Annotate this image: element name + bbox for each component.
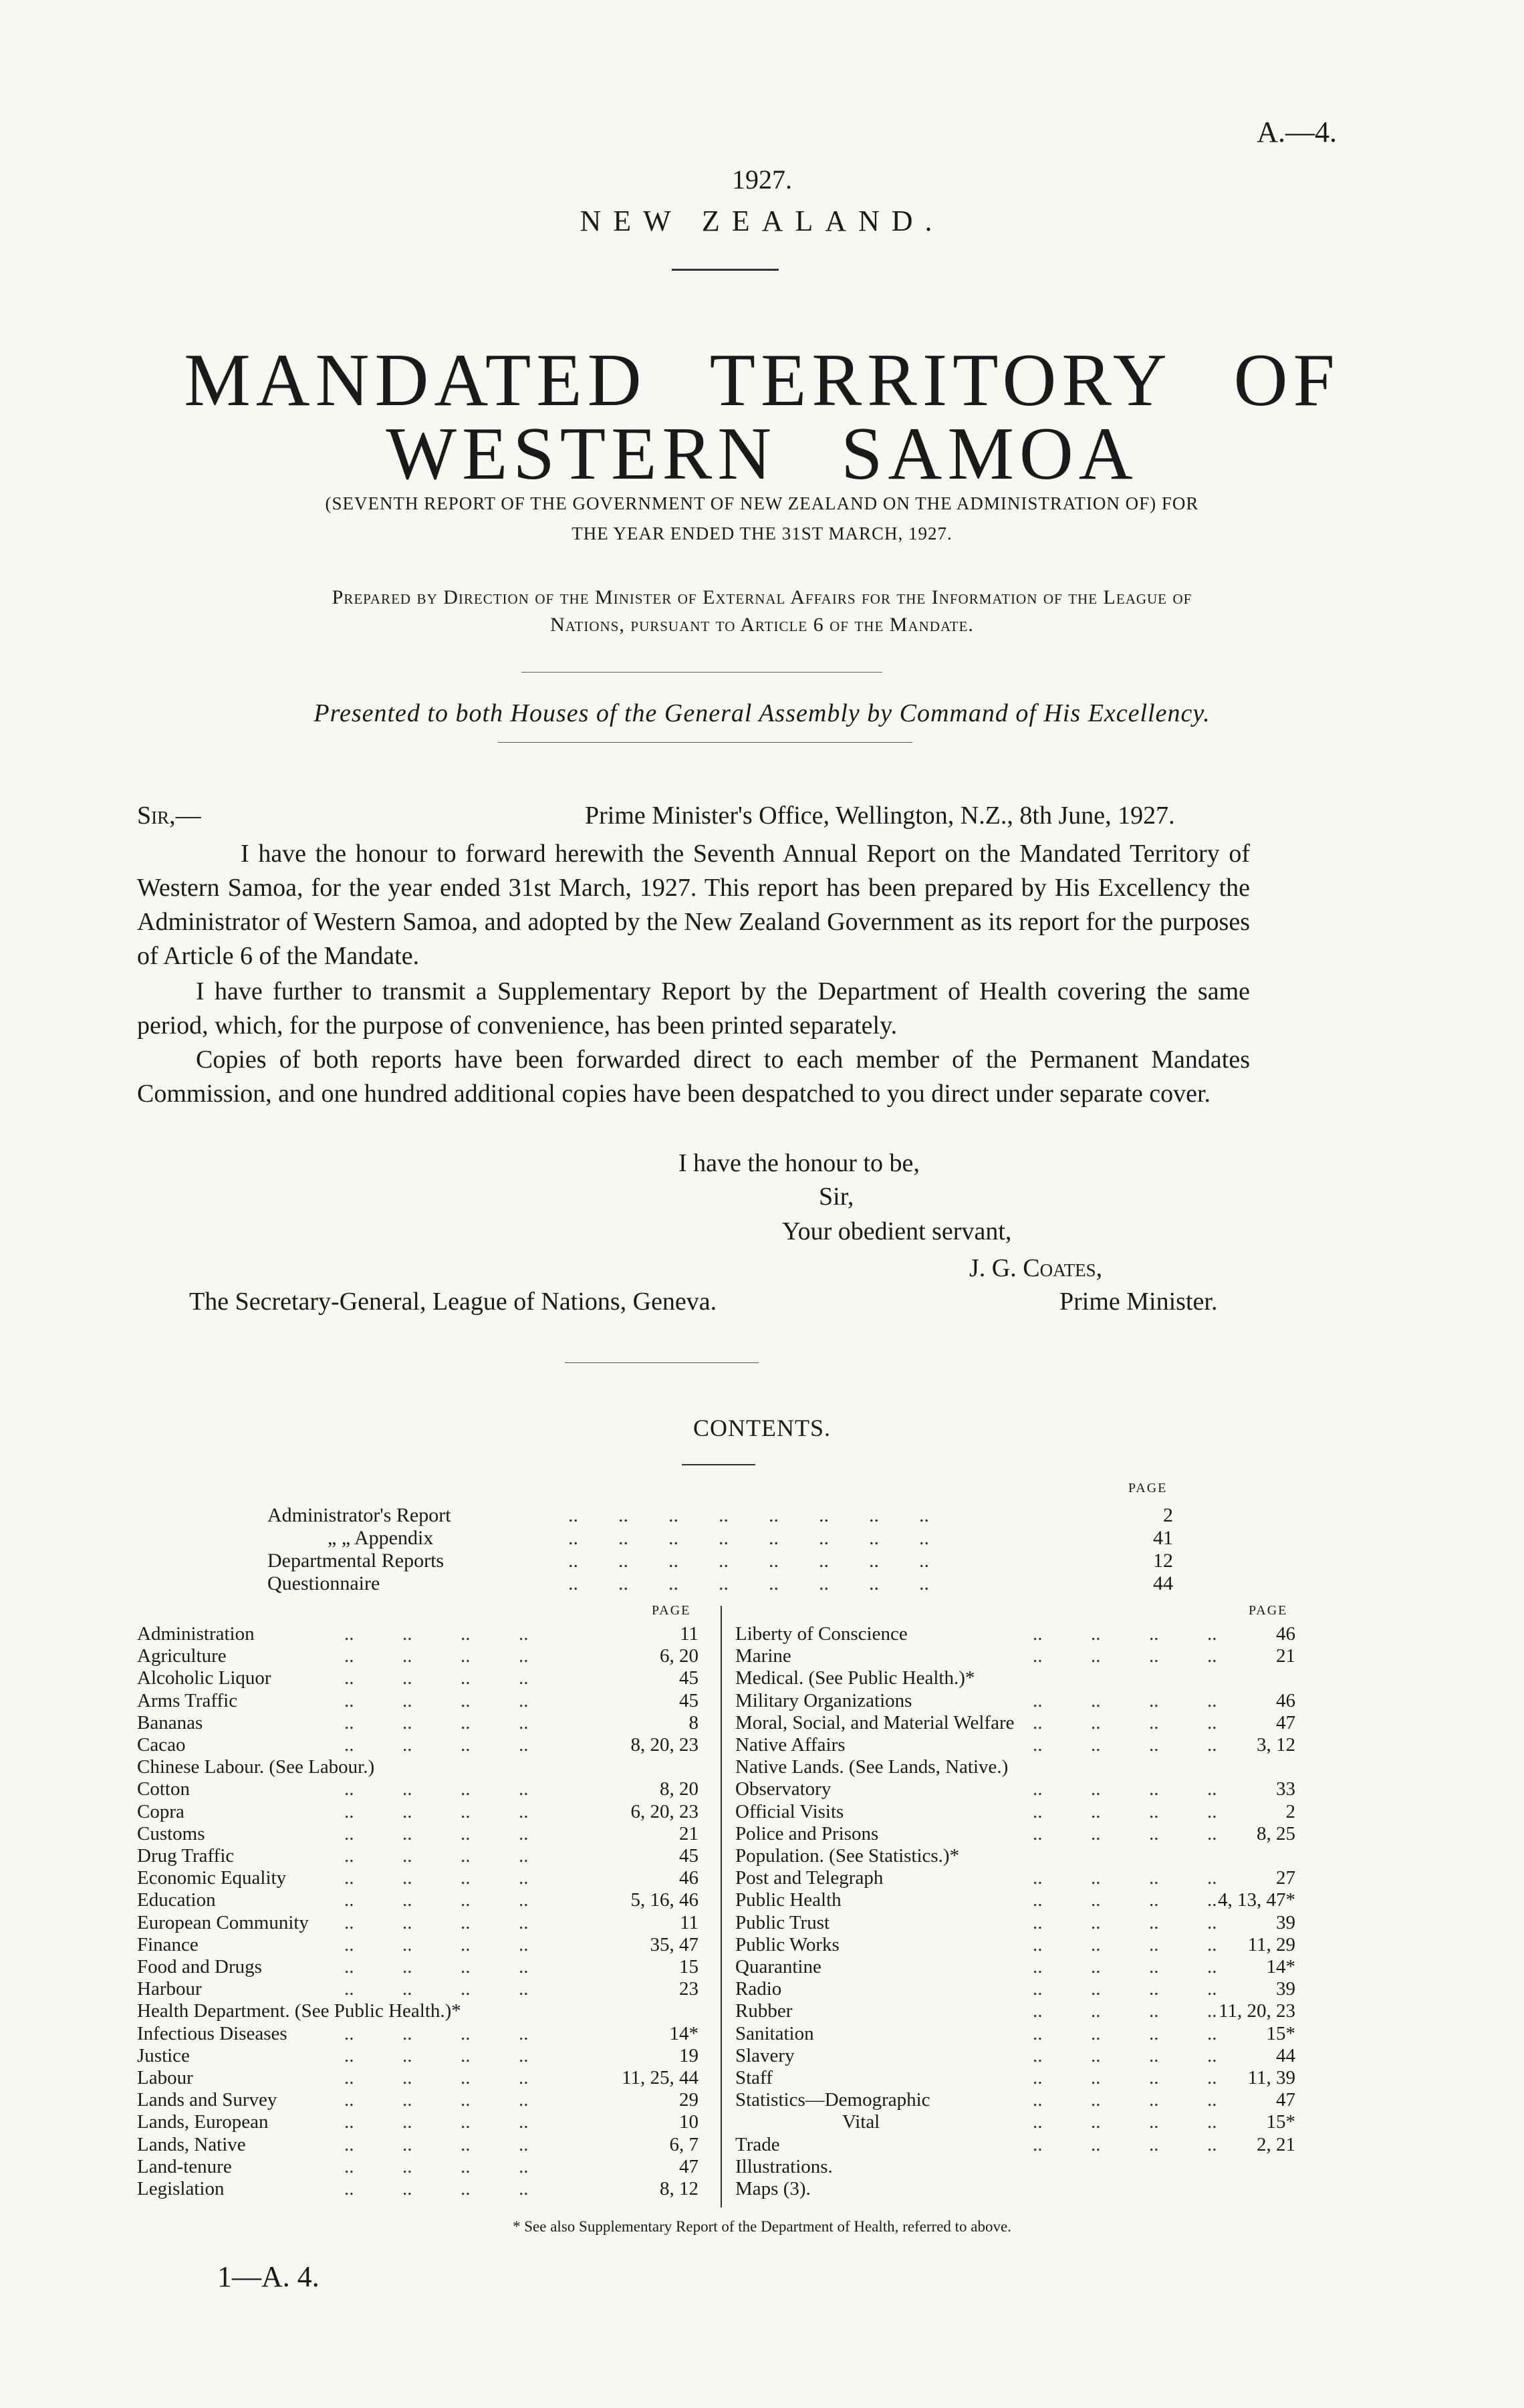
dot-leader: .. .. .. .. [344,1822,529,1844]
contents-entry-page: 3, 12 [1257,1734,1295,1756]
contents-entry-page: 4, 13, 47* [1218,1889,1295,1911]
document-number: A.—4. [1257,116,1337,148]
dot-leader: .. .. .. .. [1033,2022,1217,2044]
contents-entry [735,1889,1295,1911]
closing-1: I have the honour to be, [678,1149,920,1177]
contents-entry-page: 47 [1276,1711,1295,1733]
contents-entry [137,1690,698,1712]
dot-leader: .. .. .. .. [344,1978,529,2000]
contents-entry-page: 8 [688,1711,698,1733]
contents-entry-label: Population. (See Statistics.)* [735,1845,960,1867]
contents-entry [735,1756,1295,1778]
contents-entry-page: 46 [1276,1689,1295,1711]
dot-leader: .. .. .. .. [1033,2000,1217,2022]
contents-entry [137,1623,698,1645]
contents-entry-page: 2 [1163,1504,1173,1526]
contents-entry-label: Food and Drugs [137,1956,262,1977]
contents-entry-label: Vital [842,2111,880,2133]
dot-leader: .. .. .. .. [344,2155,529,2177]
contents-entry-label: Liberty of Conscience [735,1623,908,1645]
contents-entry [735,1667,1295,1689]
contents-entry-page: 47 [1276,2089,1295,2111]
contents-entry-label: Chinese Labour. (See Labour.) [137,1756,375,1778]
contents-entry-label: Labour [137,2067,193,2088]
dot-leader: .. .. .. .. .. .. .. .. [568,1527,929,1549]
contents-entry-page: 2 [1285,1800,1295,1822]
contents-entry-label: Quarantine [735,1956,821,1977]
contents-entry-label: Questionnaire [267,1572,380,1594]
contents-entry-page: 10 [679,2111,698,2133]
salutation: Sir,— [137,802,201,830]
dot-leader: .. .. .. .. [344,1956,529,1977]
page-column-label: PAGE [652,1603,691,1618]
contents-entry-label: Radio [735,1978,782,2000]
contents-entry-label: Education [137,1889,216,1911]
contents-entry-label: Copra [137,1800,184,1822]
contents-entry [137,2111,698,2133]
dot-leader: .. .. .. .. [1033,1645,1217,1667]
dot-leader: .. .. .. .. [1033,1734,1217,1756]
contents-entry-label: Cacao [137,1734,186,1756]
contents-entry-label: Administration [137,1623,255,1645]
contents-entry [735,2045,1295,2067]
contents-entry-page: 44 [1153,1572,1173,1594]
contents-entry [267,1527,1173,1549]
contents-entry [137,2045,698,2067]
contents-entry-label: Harbour [137,1978,202,2000]
contents-entry-label: Cotton [137,1778,190,1800]
contents-entry-label: Military Organizations [735,1689,912,1711]
contents-entry [137,2023,698,2045]
contents-entry-page: 6, 20, 23 [630,1800,698,1822]
dot-leader: .. .. .. .. [344,2067,529,2088]
contents-entry [137,1734,698,1756]
contents-entry [267,1550,1173,1572]
dot-leader: .. .. .. .. [1033,1711,1217,1733]
dot-leader: .. .. .. .. [344,1845,529,1867]
divider [565,1362,759,1363]
contents-entry [735,1645,1295,1667]
contents-entry-page: 6, 7 [669,2133,698,2155]
dot-leader: .. .. .. .. [1033,1889,1217,1911]
contents-entry-label: Public Trust [735,1911,830,1933]
dot-leader: .. .. .. .. .. .. .. .. [568,1504,929,1526]
contents-entry-label: Infectious Diseases [137,2022,287,2044]
contents-entry [735,1934,1295,1956]
dot-leader: .. .. .. .. [344,1889,529,1911]
contents-entry-label: Trade [735,2133,780,2155]
contents-entry-page: 15* [1266,2022,1295,2044]
contents-entry-label: Maps (3). [735,2178,811,2199]
contents-entry-page: 45 [679,1845,698,1867]
column-divider [721,1606,722,2207]
subtitle-line-2: THE YEAR ENDED THE 31ST MARCH, 1927. [572,523,952,544]
contents-entry-label: Post and Telegraph [735,1867,884,1889]
addressee: The Secretary-General, League of Nations, Geneva. [189,1288,717,1316]
contents-entry [735,2000,1295,2022]
contents-entry-page: 11, 39 [1247,2067,1295,2088]
prepared-line-1: Prepared by Direction of the Minister of External Affairs for the Information of the League of [332,586,1192,608]
contents-entry [137,1845,698,1867]
contents-entry [735,1712,1295,1734]
contents-entry [735,2089,1295,2111]
contents-entry-label: Illustrations. [735,2155,833,2177]
dot-leader: .. .. .. .. [344,1778,529,1800]
contents-entry-label: Alcoholic Liquor [137,1667,271,1689]
contents-entry-page: 11 [680,1623,698,1645]
dot-leader: .. .. .. .. [344,2178,529,2199]
dot-leader: .. .. .. .. [344,2044,529,2066]
contents-entry-page: 45 [679,1689,698,1711]
dot-leader: .. .. .. .. [1033,1956,1217,1977]
dot-leader: .. .. .. .. [1033,1623,1217,1645]
contents-entry [735,2134,1295,2156]
contents-entry-page: 47 [679,2155,698,2177]
divider [682,1464,755,1465]
contents-entry-page: 29 [679,2089,698,2111]
contents-entry [137,1823,698,1845]
dot-leader: .. .. .. .. [1033,1800,1217,1822]
contents-entry-label: Administrator's Report [267,1504,451,1526]
letter-paragraph-3: Copies of both reports have been forwarded direct to each member of the Permanent Mandates Commission, and one hundred additional copies have been despatched to you direct under separate cover. [137,1046,1250,1108]
contents-entry [137,1912,698,1934]
contents-entry-label: Staff [735,2067,773,2088]
contents-entry-label: Police and Prisons [735,1822,879,1844]
contents-entry-label: Lands, European [137,2111,269,2133]
presented-line: Presented to both Houses of the General Assembly by Command of His Excellency. [313,699,1211,727]
closing-3: Your obedient servant, [782,1217,1012,1245]
letter-address-date: Prime Minister's Office, Wellington, N.Z., 8th June, 1927. [585,802,1175,830]
closing-2: Sir, [819,1183,854,1211]
contents-entry-page: 8, 20, 23 [630,1734,698,1756]
contents-entry-page: 27 [1276,1867,1295,1889]
contents-entry [137,2067,698,2089]
contents-entry [137,1667,698,1689]
contents-entry [267,1572,1173,1594]
contents-entry [137,1645,698,1667]
contents-entry-page: 15 [679,1956,698,1977]
contents-entry-label: Lands and Survey [137,2089,277,2111]
contents-entry-label: Observatory [735,1778,832,1800]
contents-entry-label: Official Visits [735,1800,844,1822]
contents-entry-page: 14* [1266,1956,1295,1977]
dot-leader: .. .. .. .. [1033,1978,1217,2000]
contents-entry [735,2111,1295,2133]
dot-leader: .. .. .. .. [1033,2111,1217,2133]
contents-entry-label: Lands, Native [137,2133,246,2155]
dot-leader: .. .. .. .. .. .. .. .. [568,1572,929,1594]
contents-entry-label: Health Department. (See Public Health.)* [137,2000,461,2022]
dot-leader: .. .. .. .. [1033,1778,1217,1800]
contents-entry-label: Moral, Social, and Material Welfare [735,1711,1015,1733]
dot-leader: .. .. .. .. [344,1623,529,1645]
contents-entry-page: 8, 20 [660,1778,698,1800]
contents-entry [137,1778,698,1800]
contents-entry-label: Customs [137,1822,205,1844]
contents-entry-label: Rubber [735,2000,793,2022]
footnote: * See also Supplementary Report of the Department of Health, referred to above. [513,2218,1011,2235]
contents-entry-page: 35, 47 [650,1933,698,1955]
title-line-1: MANDATED TERRITORY OF [184,339,1340,422]
contents-entry-label: Public Works [735,1933,840,1955]
contents-entry-page: 41 [1153,1527,1173,1549]
contents-entry-page: 11, 25, 44 [622,2067,698,2088]
signatory-title: Prime Minister. [1059,1288,1218,1316]
contents-entry-label: Land-tenure [137,2155,232,2177]
contents-heading: CONTENTS. [693,1415,831,1441]
contents-entry [137,2134,698,2156]
contents-entry [735,1734,1295,1756]
contents-entry [267,1504,1173,1526]
dot-leader: .. .. .. .. [344,1867,529,1889]
dot-leader: .. .. .. .. [344,1911,529,1933]
contents-entry [735,1801,1295,1823]
contents-entry [137,1956,698,1978]
contents-entry [137,1712,698,1734]
dot-leader: .. .. .. .. [1033,2044,1217,2066]
contents-entry-page: 39 [1276,1911,1295,1933]
contents-entry-label: Marine [735,1645,791,1667]
dot-leader: .. .. .. .. [344,1711,529,1733]
contents-entry [735,1778,1295,1800]
dot-leader: .. .. .. .. [344,2111,529,2133]
contents-entry-label: Economic Equality [137,1867,287,1889]
contents-entry [137,2000,698,2022]
contents-entry-label: Departmental Reports [267,1550,444,1572]
contents-entry [137,1801,698,1823]
contents-entry [137,1867,698,1889]
dot-leader: .. .. .. .. .. .. .. .. [568,1550,929,1572]
contents-entry [735,2156,1295,2178]
contents-entry [735,1690,1295,1712]
contents-entry-page: 46 [1276,1623,1295,1645]
contents-entry [137,1889,698,1911]
dot-leader: .. .. .. .. [1033,1933,1217,1955]
sheet-mark: 1—A. 4. [217,2260,320,2293]
contents-entry [137,1934,698,1956]
contents-entry-label: Justice [137,2044,190,2066]
contents-entry-label: Native Affairs [735,1734,846,1756]
dot-leader: .. .. .. .. [344,1933,529,1955]
contents-entry [735,1912,1295,1934]
contents-entry-page: 15* [1266,2111,1295,2133]
contents-entry-label: Bananas [137,1711,203,1733]
contents-entry-label: Native Lands. (See Lands, Native.) [735,1756,1009,1778]
contents-entry-label: Finance [137,1933,199,1955]
page-column-label: PAGE [1128,1481,1168,1495]
prepared-line-2: Nations, pursuant to Article 6 of the Mandate. [550,614,974,636]
contents-entry-page: 12 [1153,1550,1173,1572]
dot-leader: .. .. .. .. [344,2089,529,2111]
dot-leader: .. .. .. .. [344,1734,529,1756]
contents-entry [735,1823,1295,1845]
contents-entry-page: 5, 16, 46 [630,1889,698,1911]
dot-leader: .. .. .. .. [1033,1689,1217,1711]
dot-leader: .. .. .. .. [1033,1822,1217,1844]
contents-entry-page: 8, 12 [660,2178,698,2199]
contents-entry-page: 44 [1276,2044,1295,2066]
contents-entry [735,2178,1295,2200]
dot-leader: .. .. .. .. [344,2022,529,2044]
contents-entry [137,2156,698,2178]
country: NEW ZEALAND. [580,205,944,237]
letter-paragraph-1: I have the honour to forward herewith the Seventh Annual Report on the Mandated Territory of Western Samoa, for the year ended 31st March, 1927. This report has been prepared by His Excellency the Administrator of Western Samoa, and adopted by the New Zealand Government as its report for the purposes of Article 6 of the Mandate. [137,840,1250,970]
dot-leader: .. .. .. .. [344,2133,529,2155]
divider [521,672,882,673]
dot-leader: .. .. .. .. [344,1667,529,1689]
contents-entry-page: 46 [679,1867,698,1889]
title-line-2: WESTERN SAMOA [386,412,1138,495]
contents-entry-page: 21 [679,1822,698,1844]
contents-entry-page: 33 [1276,1778,1295,1800]
contents-entry [735,1978,1295,2000]
contents-entry [735,1623,1295,1645]
contents-entry-label: Public Health [735,1889,842,1911]
subtitle-line-1: (SEVENTH REPORT OF THE GOVERNMENT OF NEW ZEALAND ON THE ADMINISTRATION OF) FOR [325,493,1199,513]
contents-entry [735,1956,1295,1978]
contents-entry-label: Arms Traffic [137,1689,238,1711]
year: 1927. [732,164,792,195]
divider [672,269,779,271]
dot-leader: .. .. .. .. [1033,2133,1217,2155]
contents-entry [735,1845,1295,1867]
contents-entry-page: 11, 20, 23 [1219,2000,1295,2022]
dot-leader: .. .. .. .. [1033,2067,1217,2088]
dot-leader: .. .. .. .. [344,1689,529,1711]
contents-entry-page: 11, 29 [1247,1933,1295,1955]
contents-entry [735,2023,1295,2045]
contents-entry-label: Drug Traffic [137,1845,235,1867]
contents-entry-label: Statistics—Demographic [735,2089,930,2111]
contents-entry [137,1978,698,2000]
contents-entry-page: 21 [1276,1645,1295,1667]
contents-entry [137,2178,698,2200]
contents-entry-page: 6, 20 [660,1645,698,1667]
contents-entry-page: 14* [669,2022,698,2044]
dot-leader: .. .. .. .. [1033,2089,1217,2111]
dot-leader: .. .. .. .. [344,1645,529,1667]
divider [498,742,912,743]
contents-entry [137,1756,698,1778]
contents-entry [137,2089,698,2111]
contents-entry-label: Slavery [735,2044,795,2066]
contents-entry-page: 39 [1276,1978,1295,2000]
contents-entry [735,1867,1295,1889]
contents-entry-label: „ „ Appendix [328,1527,434,1549]
contents-entry [735,2067,1295,2089]
contents-entry-page: 2, 21 [1257,2133,1295,2155]
signatory: J. G. Coates, [969,1254,1103,1282]
contents-entry-page: 11 [680,1911,698,1933]
dot-leader: .. .. .. .. [1033,1867,1217,1889]
contents-entry-page: 19 [679,2044,698,2066]
contents-entry-label: European Community [137,1911,309,1933]
contents-entry-page: 23 [679,1978,698,2000]
dot-leader: .. .. .. .. [344,1800,529,1822]
contents-entry-label: Agriculture [137,1645,227,1667]
contents-entry-page: 45 [679,1667,698,1689]
page-column-label: PAGE [1249,1603,1288,1618]
dot-leader: .. .. .. .. [1033,1911,1217,1933]
letter-paragraph-2: I have further to transmit a Supplementary Report by the Department of Health covering the same period, which, for the purpose of convenience, has been printed separately. [137,977,1250,1040]
contents-entry-page: 8, 25 [1257,1822,1295,1844]
contents-entry-label: Legislation [137,2178,225,2199]
contents-entry-label: Medical. (See Public Health.)* [735,1667,975,1689]
contents-entry-label: Sanitation [735,2022,814,2044]
